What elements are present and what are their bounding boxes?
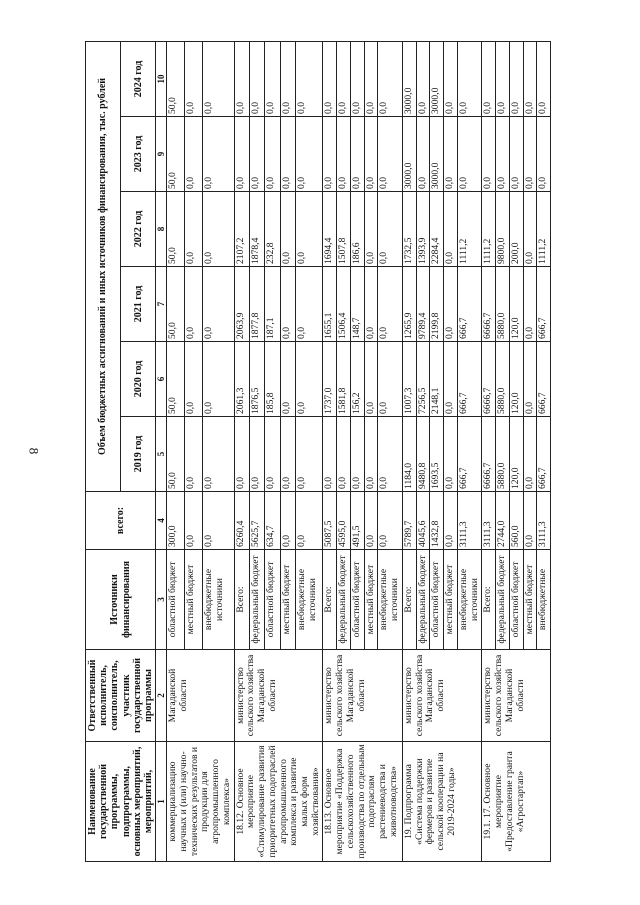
funding-source: внебюджетные: [537, 550, 551, 650]
year-value: 0,0: [364, 41, 378, 116]
funding-source: Всего:: [402, 550, 416, 650]
header-year: 2024 год: [121, 41, 156, 116]
year-value: 0,0: [265, 41, 280, 116]
year-value: 6666,7: [482, 267, 496, 342]
funding-source: областной бюджет: [509, 550, 523, 650]
year-value: 0,0: [337, 117, 351, 192]
funding-source: местный бюджет: [280, 550, 295, 650]
year-value: 0,0: [202, 342, 234, 417]
total-value: 560,0: [509, 492, 523, 550]
funding-source: внебюджетные источники: [296, 550, 323, 650]
year-value: 200,0: [509, 192, 523, 267]
funding-source: областной бюджет: [350, 550, 364, 650]
year-value: 0,0: [202, 417, 234, 492]
measure-name: 19.1. 17. Основное мероприятие «Предоставление гранта «Агростартап»: [482, 742, 551, 862]
total-value: 0,0: [296, 492, 323, 550]
year-value: 5880,0: [496, 417, 510, 492]
header-name: Наименование государственной программы, подпрограммы, основных мероприятий, мероприятий,: [86, 742, 156, 862]
year-value: 0,0: [444, 342, 458, 417]
year-value: 232,8: [265, 192, 280, 267]
total-value: 1432,8: [430, 492, 444, 550]
year-value: 6666,7: [482, 417, 496, 492]
year-value: 0,0: [444, 41, 458, 116]
year-value: 1655,1: [323, 267, 337, 342]
funding-source: внебюджетные источники: [202, 550, 234, 650]
header-executor: Ответственный исполнитель, соисполнитель, участник государственной программы: [86, 650, 156, 742]
year-value: 5880,0: [496, 267, 510, 342]
funding-source: областной бюджет: [265, 550, 280, 650]
year-value: 0,0: [265, 117, 280, 192]
year-value: 187,1: [265, 267, 280, 342]
measure-name: 19. Подпрограмма «Система поддержки фермеров и развитие сельской кооперации на 2019-2024 годы»: [402, 742, 481, 862]
year-value: 9800,0: [496, 192, 510, 267]
executor: министерство сельского хозяйства Магаданской области: [482, 650, 551, 742]
year-value: 2148,1: [430, 342, 444, 417]
year-value: 0,0: [337, 41, 351, 116]
year-value: 0,0: [185, 41, 203, 116]
header-year: 2023 год: [121, 117, 156, 192]
year-value: 0,0: [457, 117, 481, 192]
funding-source: федеральный бюджет: [249, 550, 264, 650]
header-year: 2021 год: [121, 267, 156, 342]
total-value: 0,0: [280, 492, 295, 550]
year-value: 0,0: [457, 41, 481, 116]
funding-source: областной бюджет: [167, 550, 185, 650]
year-value: 1007,3: [402, 342, 416, 417]
year-value: 120,0: [509, 417, 523, 492]
total-value: 300,0: [167, 492, 185, 550]
year-value: 0,0: [202, 41, 234, 116]
year-value: 0,0: [378, 417, 402, 492]
year-value: 0,0: [444, 267, 458, 342]
year-value: 7256,5: [416, 342, 430, 417]
column-index: 4: [156, 492, 167, 550]
year-value: 0,0: [323, 41, 337, 116]
funding-source: Всего:: [323, 550, 337, 650]
year-value: 0,0: [378, 41, 402, 116]
year-value: 0,0: [185, 267, 203, 342]
year-value: 0,0: [378, 342, 402, 417]
year-value: 0,0: [185, 342, 203, 417]
year-value: 1111,2: [537, 192, 551, 267]
measure-name: 18.12. Основное мероприятие «Стимулирование развития приоритетных подотраслей агропромышленного комплекса и развитие малых форм хозяйствования»: [234, 742, 323, 862]
header-source: Источники финансирования: [86, 550, 156, 650]
year-value: 50,0: [167, 342, 185, 417]
year-value: 9480,8: [416, 417, 430, 492]
table-row: [167, 41, 185, 861]
total-value: 6260,4: [234, 492, 249, 550]
year-value: 0,0: [249, 417, 264, 492]
funding-source: Всего:: [482, 550, 496, 650]
funding-source: местный бюджет: [523, 550, 537, 650]
year-value: 0,0: [509, 41, 523, 116]
year-value: 0,0: [378, 117, 402, 192]
total-value: 5625,7: [249, 492, 264, 550]
column-index: 1: [156, 742, 167, 862]
total-value: 5789,7: [402, 492, 416, 550]
year-value: 666,7: [457, 417, 481, 492]
year-value: 0,0: [280, 267, 295, 342]
year-value: 0,0: [185, 192, 203, 267]
year-value: 0,0: [444, 192, 458, 267]
total-value: 4045,6: [416, 492, 430, 550]
executor: Магаданской области: [167, 650, 234, 742]
year-value: 0,0: [296, 267, 323, 342]
total-value: 0,0: [364, 492, 378, 550]
column-index: 10: [156, 41, 167, 116]
year-value: 0,0: [509, 117, 523, 192]
year-value: 3000,0: [430, 41, 444, 116]
year-value: 1877,8: [249, 267, 264, 342]
column-index: 5: [156, 417, 167, 492]
table-row: [323, 41, 337, 861]
year-value: 0,0: [482, 41, 496, 116]
year-value: 6666,7: [482, 342, 496, 417]
table-row: [402, 41, 416, 861]
year-value: 50,0: [167, 41, 185, 116]
year-value: 50,0: [167, 417, 185, 492]
funding-source: местный бюджет: [364, 550, 378, 650]
year-value: 666,7: [537, 342, 551, 417]
total-value: 5087,5: [323, 492, 337, 550]
year-value: 2107,2: [234, 192, 249, 267]
measure-name: 18.13. Основное мероприятие «Поддержка сельскохозяйственного производства по отдельным подотраслям растениеводства и животноводства»: [323, 742, 402, 862]
year-value: 666,7: [537, 267, 551, 342]
year-value: 0,0: [323, 117, 337, 192]
total-value: 0,0: [378, 492, 402, 550]
column-index: 7: [156, 267, 167, 342]
year-value: 0,0: [523, 41, 537, 116]
year-value: 0,0: [523, 267, 537, 342]
year-value: 0,0: [249, 41, 264, 116]
funding-source: федеральный бюджет: [496, 550, 510, 650]
year-value: 666,7: [537, 417, 551, 492]
header-total: всего:: [86, 492, 156, 550]
year-value: 0,0: [280, 192, 295, 267]
year-value: 120,0: [509, 267, 523, 342]
year-value: 0,0: [280, 41, 295, 116]
year-value: 3000,0: [430, 117, 444, 192]
year-value: 1393,9: [416, 192, 430, 267]
year-value: 186,6: [350, 192, 364, 267]
year-value: 2061,3: [234, 342, 249, 417]
total-value: 0,0: [185, 492, 203, 550]
year-value: 0,0: [337, 417, 351, 492]
total-value: 3111,3: [457, 492, 481, 550]
header-year: 2019 год: [121, 417, 156, 492]
total-value: 3111,3: [537, 492, 551, 550]
year-value: 1737,0: [323, 342, 337, 417]
executor: министерство сельского хозяйства Магаданской области: [234, 650, 323, 742]
year-value: 1878,4: [249, 192, 264, 267]
year-value: 1732,5: [402, 192, 416, 267]
funding-source: Всего:: [234, 550, 249, 650]
column-index: 6: [156, 342, 167, 417]
year-value: 1694,4: [323, 192, 337, 267]
year-value: 0,0: [249, 117, 264, 192]
year-value: 0,0: [234, 117, 249, 192]
year-value: 0,0: [364, 267, 378, 342]
year-value: 0,0: [350, 117, 364, 192]
year-value: 185,8: [265, 342, 280, 417]
page-number: 8: [26, 447, 42, 455]
year-value: 0,0: [265, 417, 280, 492]
year-value: 1693,5: [430, 417, 444, 492]
year-value: 0,0: [444, 417, 458, 492]
column-index: 2: [156, 650, 167, 742]
budget-table: [85, 41, 551, 862]
year-value: 9789,4: [416, 267, 430, 342]
year-value: 3000,0: [402, 117, 416, 192]
funding-source: внебюджетные источники: [378, 550, 402, 650]
year-value: 1184,0: [402, 417, 416, 492]
year-value: 0,0: [364, 192, 378, 267]
funding-source: федеральный бюджет: [416, 550, 430, 650]
year-value: 148,7: [350, 267, 364, 342]
total-value: 634,7: [265, 492, 280, 550]
year-value: 1111,2: [457, 192, 481, 267]
year-value: 1507,8: [337, 192, 351, 267]
funding-source: областной бюджет: [430, 550, 444, 650]
year-value: 1876,5: [249, 342, 264, 417]
year-value: 50,0: [167, 192, 185, 267]
year-value: 0,0: [234, 417, 249, 492]
measure-name: коммерциализацию научных и (или) научно-технических результатов и продукции для агропромышленного комплекса»: [167, 742, 234, 862]
year-value: 666,7: [457, 342, 481, 417]
year-value: 0,0: [202, 117, 234, 192]
year-value: 0,0: [364, 417, 378, 492]
year-value: 0,0: [523, 417, 537, 492]
year-value: 2063,9: [234, 267, 249, 342]
year-value: 0,0: [185, 417, 203, 492]
year-value: 0,0: [296, 117, 323, 192]
year-value: 0,0: [523, 192, 537, 267]
funding-source: местный бюджет: [185, 550, 203, 650]
year-value: 50,0: [167, 267, 185, 342]
year-value: 0,0: [537, 117, 551, 192]
column-index: 3: [156, 550, 167, 650]
year-value: 50,0: [167, 117, 185, 192]
total-value: 0,0: [202, 492, 234, 550]
year-value: 0,0: [444, 117, 458, 192]
header-year: 2020 год: [121, 342, 156, 417]
total-value: 2744,0: [496, 492, 510, 550]
table-row: [234, 41, 249, 861]
header-year: 2022 год: [121, 192, 156, 267]
column-index: 8: [156, 192, 167, 267]
year-value: 0,0: [296, 41, 323, 116]
year-value: 0,0: [364, 342, 378, 417]
year-value: 0,0: [364, 117, 378, 192]
year-value: 0,0: [202, 267, 234, 342]
year-value: 2199,8: [430, 267, 444, 342]
executor: министерство сельского хозяйства Магаданской области: [402, 650, 481, 742]
year-value: 0,0: [202, 192, 234, 267]
year-value: 0,0: [537, 41, 551, 116]
year-value: 0,0: [280, 117, 295, 192]
year-value: 2284,4: [430, 192, 444, 267]
year-value: 0,0: [280, 342, 295, 417]
year-value: 0,0: [296, 417, 323, 492]
rotated-page: [85, 42, 605, 862]
year-value: 0,0: [350, 41, 364, 116]
year-value: 0,0: [523, 342, 537, 417]
funding-source: внебюджетные источники: [457, 550, 481, 650]
table-row: [482, 41, 496, 861]
year-value: 0,0: [323, 417, 337, 492]
header-volume: Объем бюджетных ассигнований и иных источников финансирования, тыс. рублей: [86, 41, 121, 491]
year-value: 3000,0: [402, 41, 416, 116]
year-value: 1581,8: [337, 342, 351, 417]
year-value: 666,7: [457, 267, 481, 342]
year-value: 0,0: [496, 41, 510, 116]
total-value: 0,0: [523, 492, 537, 550]
year-value: 0,0: [416, 117, 430, 192]
year-value: 0,0: [234, 41, 249, 116]
year-value: 0,0: [482, 117, 496, 192]
year-value: 1506,4: [337, 267, 351, 342]
year-value: 0,0: [185, 117, 203, 192]
year-value: 0,0: [280, 417, 295, 492]
year-value: 0,0: [350, 417, 364, 492]
total-value: 491,5: [350, 492, 364, 550]
year-value: 120,0: [509, 342, 523, 417]
year-value: 0,0: [378, 192, 402, 267]
year-value: 0,0: [416, 41, 430, 116]
year-value: 0,0: [378, 267, 402, 342]
year-value: 0,0: [496, 117, 510, 192]
year-value: 0,0: [523, 117, 537, 192]
funding-source: местный бюджет: [444, 550, 458, 650]
total-value: 4595,0: [337, 492, 351, 550]
total-value: 3111,3: [482, 492, 496, 550]
column-index: 9: [156, 117, 167, 192]
year-value: 0,0: [296, 192, 323, 267]
funding-source: федеральный бюджет: [337, 550, 351, 650]
year-value: 1111,2: [482, 192, 496, 267]
year-value: 156,2: [350, 342, 364, 417]
year-value: 5880,0: [496, 342, 510, 417]
year-value: 0,0: [296, 342, 323, 417]
executor: министерство сельского хозяйства Магаданской области: [323, 650, 402, 742]
total-value: 0,0: [444, 492, 458, 550]
year-value: 1265,9: [402, 267, 416, 342]
